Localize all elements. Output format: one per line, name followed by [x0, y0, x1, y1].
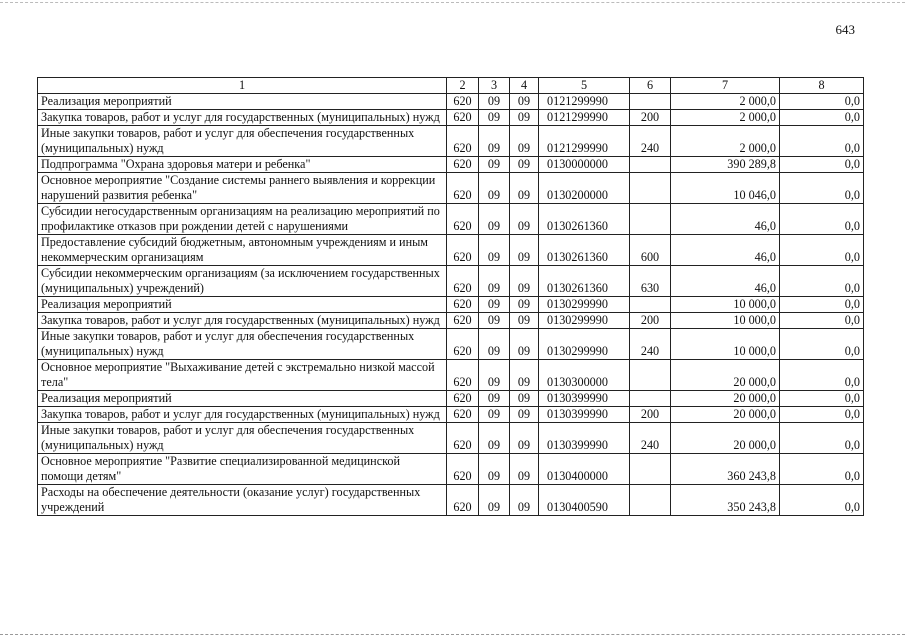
amount-secondary-cell: 0,0 — [780, 157, 864, 173]
ministry-code-cell: 620 — [447, 407, 479, 423]
expense-type-cell: 200 — [630, 110, 671, 126]
ministry-code-cell: 620 — [447, 454, 479, 485]
subsection-code-cell: 09 — [510, 485, 539, 516]
ministry-code-cell: 620 — [447, 235, 479, 266]
amount-cell: 10 000,0 — [671, 297, 780, 313]
header-cell: 3 — [479, 78, 510, 94]
subsection-code-cell: 09 — [510, 266, 539, 297]
item-name-cell: Закупка товаров, работ и услуг для государственных (муниципальных) нужд — [38, 313, 447, 329]
amount-cell: 46,0 — [671, 266, 780, 297]
item-name-cell: Основное мероприятие "Выхаживание детей с экстремально низкой массой тела" — [38, 360, 447, 391]
header-cell: 7 — [671, 78, 780, 94]
amount-cell: 350 243,8 — [671, 485, 780, 516]
expense-type-cell — [630, 454, 671, 485]
amount-cell: 46,0 — [671, 235, 780, 266]
expense-type-cell — [630, 391, 671, 407]
amount-cell: 2 000,0 — [671, 126, 780, 157]
subsection-code-cell: 09 — [510, 204, 539, 235]
amount-secondary-cell: 0,0 — [780, 454, 864, 485]
header-row — [38, 78, 864, 94]
amount-secondary-cell: 0,0 — [780, 235, 864, 266]
section-code-cell: 09 — [479, 313, 510, 329]
table-row — [38, 266, 864, 297]
page-number: 643 — [835, 22, 855, 37]
section-code-cell: 09 — [479, 126, 510, 157]
ministry-code-cell: 620 — [447, 110, 479, 126]
expense-type-cell: 240 — [630, 126, 671, 157]
ministry-code-cell: 620 — [447, 329, 479, 360]
expense-type-cell: 200 — [630, 407, 671, 423]
item-name-cell: Основное мероприятие "Развитие специализированной медицинской помощи детям" — [38, 454, 447, 485]
ministry-code-cell: 620 — [447, 423, 479, 454]
ministry-code-cell: 620 — [447, 157, 479, 173]
expense-type-cell — [630, 297, 671, 313]
amount-secondary-cell: 0,0 — [780, 329, 864, 360]
target-code-cell: 0130299990 — [539, 329, 630, 360]
section-code-cell: 09 — [479, 173, 510, 204]
amount-secondary-cell: 0,0 — [780, 126, 864, 157]
table-row — [38, 110, 864, 126]
item-name-cell: Иные закупки товаров, работ и услуг для обеспечения государственных (муниципальных) нужд — [38, 126, 447, 157]
item-name-cell: Предоставление субсидий бюджетным, автономным учреждениям и иным некоммерческим организациям — [38, 235, 447, 266]
table-row — [38, 485, 864, 516]
table-body — [38, 94, 864, 516]
table-row — [38, 173, 864, 204]
amount-cell: 10 000,0 — [671, 329, 780, 360]
item-name-cell: Реализация мероприятий — [38, 391, 447, 407]
amount-cell: 2 000,0 — [671, 94, 780, 110]
subsection-code-cell: 09 — [510, 235, 539, 266]
section-code-cell: 09 — [479, 407, 510, 423]
section-code-cell: 09 — [479, 391, 510, 407]
subsection-code-cell: 09 — [510, 126, 539, 157]
amount-cell: 390 289,8 — [671, 157, 780, 173]
item-name-cell: Субсидии некоммерческим организациям (за исключением государственных (муниципальных) учреждений) — [38, 266, 447, 297]
amount-cell: 2 000,0 — [671, 110, 780, 126]
ministry-code-cell: 620 — [447, 360, 479, 391]
item-name-cell: Иные закупки товаров, работ и услуг для обеспечения государственных (муниципальных) нужд — [38, 423, 447, 454]
item-name-cell: Закупка товаров, работ и услуг для государственных (муниципальных) нужд — [38, 407, 447, 423]
target-code-cell: 0130399990 — [539, 407, 630, 423]
amount-cell: 360 243,8 — [671, 454, 780, 485]
item-name-cell: Подпрограмма "Охрана здоровья матери и ребенка" — [38, 157, 447, 173]
section-code-cell: 09 — [479, 423, 510, 454]
amount-secondary-cell: 0,0 — [780, 204, 864, 235]
target-code-cell: 0121299990 — [539, 126, 630, 157]
table-row — [38, 313, 864, 329]
amount-cell: 20 000,0 — [671, 407, 780, 423]
table-row — [38, 360, 864, 391]
section-code-cell: 09 — [479, 485, 510, 516]
target-code-cell: 0130399990 — [539, 391, 630, 407]
table-row — [38, 454, 864, 485]
target-code-cell: 0130200000 — [539, 173, 630, 204]
item-name-cell: Основное мероприятие "Создание системы раннего выявления и коррекции нарушений развития ребенка" — [38, 173, 447, 204]
table-row — [38, 423, 864, 454]
amount-secondary-cell: 0,0 — [780, 94, 864, 110]
ministry-code-cell: 620 — [447, 391, 479, 407]
amount-secondary-cell: 0,0 — [780, 173, 864, 204]
header-cell: 8 — [780, 78, 864, 94]
amount-cell: 10 000,0 — [671, 313, 780, 329]
ministry-code-cell: 620 — [447, 485, 479, 516]
amount-cell: 46,0 — [671, 204, 780, 235]
section-code-cell: 09 — [479, 235, 510, 266]
section-code-cell: 09 — [479, 297, 510, 313]
amount-secondary-cell: 0,0 — [780, 266, 864, 297]
section-code-cell: 09 — [479, 454, 510, 485]
subsection-code-cell: 09 — [510, 94, 539, 110]
table-row — [38, 157, 864, 173]
amount-secondary-cell: 0,0 — [780, 485, 864, 516]
subsection-code-cell: 09 — [510, 297, 539, 313]
ministry-code-cell: 620 — [447, 313, 479, 329]
target-code-cell: 0130400000 — [539, 454, 630, 485]
expense-type-cell: 240 — [630, 329, 671, 360]
subsection-code-cell: 09 — [510, 391, 539, 407]
section-code-cell: 09 — [479, 110, 510, 126]
amount-secondary-cell: 0,0 — [780, 360, 864, 391]
expense-type-cell: 200 — [630, 313, 671, 329]
item-name-cell: Закупка товаров, работ и услуг для государственных (муниципальных) нужд — [38, 110, 447, 126]
table-row — [38, 126, 864, 157]
target-code-cell: 0130261360 — [539, 266, 630, 297]
expense-type-cell — [630, 94, 671, 110]
ministry-code-cell: 620 — [447, 173, 479, 204]
amount-cell: 10 046,0 — [671, 173, 780, 204]
ministry-code-cell: 620 — [447, 204, 479, 235]
target-code-cell: 0130400590 — [539, 485, 630, 516]
expense-type-cell — [630, 173, 671, 204]
target-code-cell: 0130261360 — [539, 235, 630, 266]
amount-secondary-cell: 0,0 — [780, 423, 864, 454]
ministry-code-cell: 620 — [447, 266, 479, 297]
scan-top-edge — [0, 2, 905, 4]
table-row — [38, 94, 864, 110]
table-row — [38, 297, 864, 313]
subsection-code-cell: 09 — [510, 454, 539, 485]
budget-table — [37, 77, 864, 516]
amount-secondary-cell: 0,0 — [780, 391, 864, 407]
expense-type-cell — [630, 360, 671, 391]
ministry-code-cell: 620 — [447, 297, 479, 313]
subsection-code-cell: 09 — [510, 313, 539, 329]
subsection-code-cell: 09 — [510, 110, 539, 126]
item-name-cell: Субсидии негосударственным организациям на реализацию мероприятий по профилактике отказов при рождении детей с нарушениями — [38, 204, 447, 235]
scan-bottom-edge — [0, 634, 905, 636]
expense-type-cell: 240 — [630, 423, 671, 454]
target-code-cell: 0121299990 — [539, 110, 630, 126]
amount-cell: 20 000,0 — [671, 423, 780, 454]
target-code-cell: 0130399990 — [539, 423, 630, 454]
amount-secondary-cell: 0,0 — [780, 407, 864, 423]
ministry-code-cell: 620 — [447, 126, 479, 157]
table-row — [38, 391, 864, 407]
expense-type-cell: 600 — [630, 235, 671, 266]
table-row — [38, 407, 864, 423]
section-code-cell: 09 — [479, 204, 510, 235]
target-code-cell: 0130261360 — [539, 204, 630, 235]
target-code-cell: 0130000000 — [539, 157, 630, 173]
amount-cell: 20 000,0 — [671, 360, 780, 391]
section-code-cell: 09 — [479, 266, 510, 297]
item-name-cell: Иные закупки товаров, работ и услуг для обеспечения государственных (муниципальных) нужд — [38, 329, 447, 360]
subsection-code-cell: 09 — [510, 407, 539, 423]
ministry-code-cell: 620 — [447, 94, 479, 110]
table-row — [38, 235, 864, 266]
subsection-code-cell: 09 — [510, 360, 539, 391]
target-code-cell: 0130299990 — [539, 297, 630, 313]
table-row — [38, 329, 864, 360]
subsection-code-cell: 09 — [510, 329, 539, 360]
item-name-cell: Расходы на обеспечение деятельности (оказание услуг) государственных учреждений — [38, 485, 447, 516]
target-code-cell: 0130300000 — [539, 360, 630, 391]
header-cell: 5 — [539, 78, 630, 94]
target-code-cell: 0121299990 — [539, 94, 630, 110]
header-cell: 2 — [447, 78, 479, 94]
expense-type-cell: 630 — [630, 266, 671, 297]
section-code-cell: 09 — [479, 329, 510, 360]
amount-secondary-cell: 0,0 — [780, 110, 864, 126]
section-code-cell: 09 — [479, 157, 510, 173]
amount-secondary-cell: 0,0 — [780, 297, 864, 313]
expense-type-cell — [630, 204, 671, 235]
table-row — [38, 204, 864, 235]
expense-type-cell — [630, 485, 671, 516]
subsection-code-cell: 09 — [510, 157, 539, 173]
header-cell: 4 — [510, 78, 539, 94]
section-code-cell: 09 — [479, 94, 510, 110]
section-code-cell: 09 — [479, 360, 510, 391]
header-cell: 1 — [38, 78, 447, 94]
subsection-code-cell: 09 — [510, 423, 539, 454]
header-cell: 6 — [630, 78, 671, 94]
target-code-cell: 0130299990 — [539, 313, 630, 329]
subsection-code-cell: 09 — [510, 173, 539, 204]
amount-secondary-cell: 0,0 — [780, 313, 864, 329]
amount-cell: 20 000,0 — [671, 391, 780, 407]
expense-type-cell — [630, 157, 671, 173]
item-name-cell: Реализация мероприятий — [38, 94, 447, 110]
item-name-cell: Реализация мероприятий — [38, 297, 447, 313]
